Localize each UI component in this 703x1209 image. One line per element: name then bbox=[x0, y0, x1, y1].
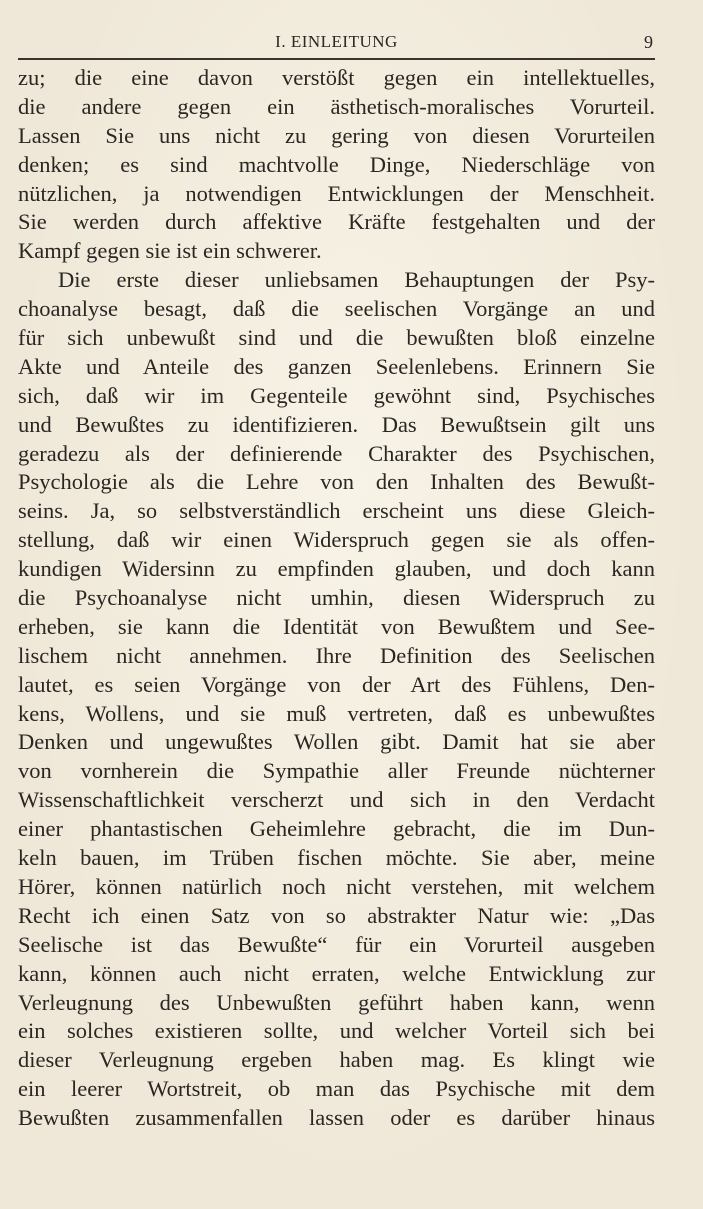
text-line: Bewußten zusammenfallen lassen oder es darüber hinaus bbox=[18, 1105, 655, 1131]
text-line: die andere gegen ein ästhetisch-moralisches Vorurteil. bbox=[18, 93, 655, 119]
text-line: Lassen Sie uns nicht zu gering von diesen Vorurteilen bbox=[18, 122, 655, 148]
text-line: Verleugnung des Unbewußten geführt haben kann, wenn bbox=[18, 989, 655, 1015]
text-line: Recht ich einen Satz von so abstrakter Natur wie: „Das bbox=[18, 902, 655, 928]
text-line: dieser Verleugnung ergeben haben mag. Es klingt wie bbox=[18, 1047, 655, 1073]
text-line: kundigen Widersinn zu empfinden glauben, und doch kann bbox=[18, 556, 655, 582]
text-line: geradezu als der definierende Charakter des Psychischen, bbox=[18, 440, 655, 466]
text-line: einer phantastischen Geheimlehre gebracht, die im Dun- bbox=[18, 816, 655, 842]
text-line: nützlichen, ja notwendigen Entwicklungen der Menschheit. bbox=[18, 180, 655, 206]
chapter-title: I. EINLEITUNG bbox=[275, 32, 398, 51]
text-line: lischem nicht annehmen. Ihre Definition des Seelischen bbox=[18, 642, 655, 668]
text-line: zu; die eine davon verstößt gegen ein intellektuelles, bbox=[18, 65, 655, 90]
text-line: seins. Ja, so selbstverständlich erscheint uns diese Gleich- bbox=[18, 498, 655, 524]
text-line: Kampf gegen sie ist ein schwerer. bbox=[18, 238, 322, 264]
text-line: Wissenschaftlichkeit verscherzt und sich in den Verdacht bbox=[18, 787, 655, 813]
text-line: Sie werden durch affektive Kräfte festgehalten und der bbox=[18, 209, 655, 235]
text-line: choanalyse besagt, daß die seelischen Vorgänge an und bbox=[18, 296, 655, 322]
text-line: ein solches existieren sollte, und welcher Vorteil sich bei bbox=[18, 1018, 655, 1044]
header-rule bbox=[18, 58, 655, 60]
text-line: Die erste dieser unliebsamen Behauptungen der Psy- bbox=[58, 267, 655, 293]
text-line: die Psychoanalyse nicht umhin, diesen Widerspruch zu bbox=[18, 585, 655, 611]
text-line: von vornherein die Sympathie aller Freunde nüchterner bbox=[18, 758, 655, 784]
text-line: stellung, daß wir einen Widerspruch gegen sie als offen- bbox=[18, 527, 655, 553]
text-line: kann, können auch nicht erraten, welche Entwicklung zur bbox=[18, 960, 655, 986]
text-line: keln bauen, im Trüben fischen möchte. Sie aber, meine bbox=[18, 845, 655, 871]
text-line: denken; es sind machtvolle Dinge, Niederschläge von bbox=[18, 151, 655, 177]
text-line: Denken und ungewußtes Wollen gibt. Damit hat sie aber bbox=[18, 729, 655, 755]
text-line: für sich unbewußt sind und die bewußten bloß einzelne bbox=[18, 325, 655, 351]
text-line: ein leerer Wortstreit, ob man das Psychische mit dem bbox=[18, 1076, 655, 1102]
running-header bbox=[18, 30, 655, 58]
text-line: kens, Wollens, und sie muß vertreten, daß es unbewußtes bbox=[18, 700, 655, 726]
text-line: Seelische ist das Bewußte“ für ein Vorurteil ausgeben bbox=[18, 931, 655, 957]
text-line: Psychologie als die Lehre von den Inhalten des Bewußt- bbox=[18, 469, 655, 495]
text-line: Hörer, können natürlich noch nicht verstehen, mit welchem bbox=[18, 873, 655, 899]
text-line: Akte und Anteile des ganzen Seelenlebens. Erinnern Sie bbox=[18, 353, 655, 379]
text-line: sich, daß wir im Gegenteile gewöhnt sind, Psychisches bbox=[18, 382, 655, 408]
body-text bbox=[18, 64, 655, 1133]
text-line: erheben, sie kann die Identität von Bewußtem und See- bbox=[18, 613, 655, 639]
text-line: lautet, es seien Vorgänge von der Art des Fühlens, Den- bbox=[18, 671, 655, 697]
text-line: und Bewußtes zu identifizieren. Das Bewußtsein gilt uns bbox=[18, 411, 655, 437]
page-number: 9 bbox=[644, 32, 653, 52]
